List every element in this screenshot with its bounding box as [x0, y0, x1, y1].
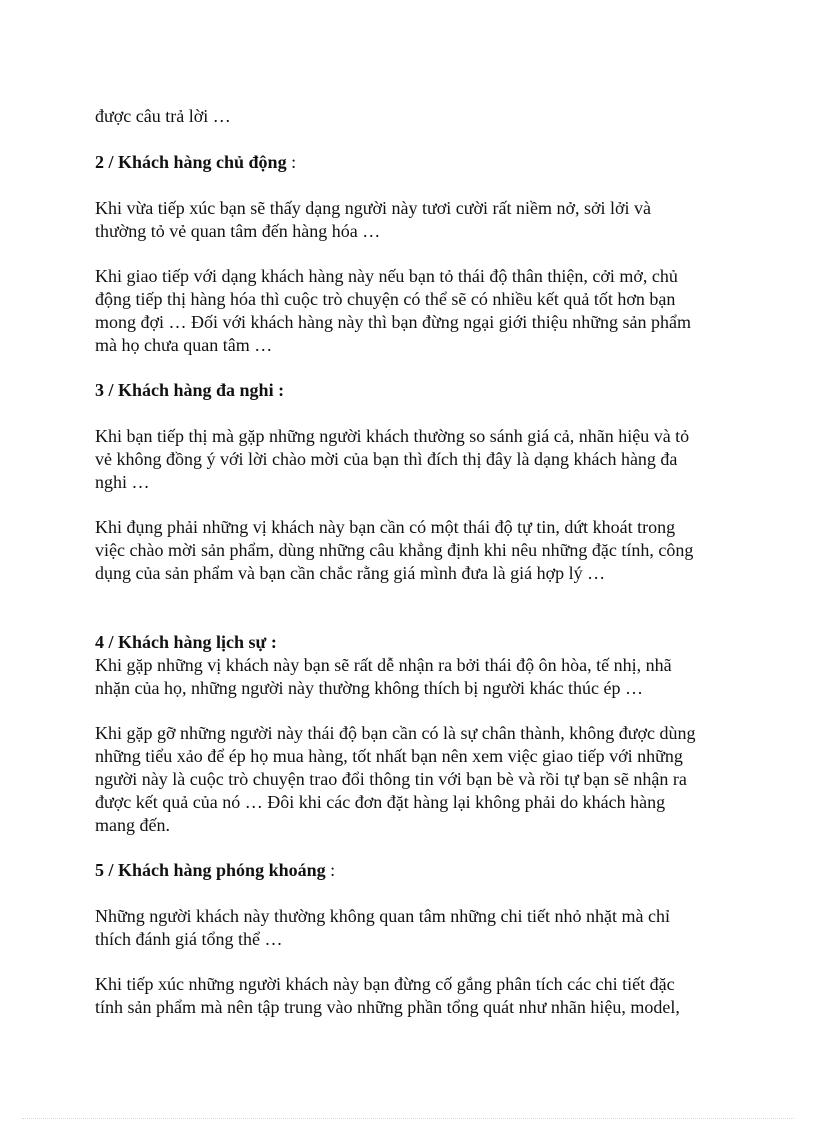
- section-heading-2: [95, 151, 735, 174]
- text-line: được câu trả lời …: [95, 106, 231, 126]
- text-line: người này là cuộc trò chuyện trao đổi thông tin với bạn bè và rồi tự bạn sẽ nhận ra: [95, 769, 687, 789]
- paragraph: [95, 265, 735, 357]
- text-line: được kết quả của nó … Đôi khi các đơn đặt hàng lại không phải do khách hàng: [95, 792, 666, 812]
- text-line: thích đánh giá tổng thể …: [95, 929, 283, 949]
- heading-title: 3 / Khách hàng đa nghi :: [95, 380, 285, 400]
- text-line: Khi giao tiếp với dạng khách hàng này nếu bạn tỏ thái độ thân thiện, cởi mở, chủ: [95, 266, 678, 286]
- paragraph: [95, 425, 735, 494]
- text-line: những tiểu xảo để ép họ mua hàng, tốt nhất bạn nên xem việc giao tiếp với những: [95, 746, 683, 766]
- paragraph: [95, 516, 735, 585]
- text-line: việc chào mời sản phẩm, dùng những câu khẳng định khi nêu những đặc tính, công: [95, 540, 694, 560]
- text-line: thường tỏ vẻ quan tâm đến hàng hóa …: [95, 221, 381, 241]
- text-line: Khi vừa tiếp xúc bạn sẽ thấy dạng người này tươi cười rất niềm nở, sởi lởi và: [95, 198, 652, 218]
- heading-title: 2 / Khách hàng chủ động: [95, 152, 287, 172]
- text-line: Khi gặp gỡ những người này thái độ bạn cần có là sự chân thành, không được dùng: [95, 723, 696, 743]
- paragraph: [95, 654, 735, 700]
- heading-title: 5 / Khách hàng phóng khoáng: [95, 860, 326, 880]
- text-line: dụng của sản phẩm và bạn cần chắc rằng giá mình đưa là giá hợp lý …: [95, 563, 606, 583]
- text-line: Khi tiếp xúc những người khách này bạn đừng cố gắng phân tích các chi tiết đặc: [95, 974, 675, 994]
- text-line: nhặn của họ, những người này thường không thích bị người khác thúc ép …: [95, 678, 643, 698]
- section-heading-3: [95, 379, 735, 402]
- text-line: nghi …: [95, 472, 150, 492]
- text-line: mong đợi … Đối với khách hàng này thì bạn đừng ngại giới thiệu những sản phẩm: [95, 312, 691, 332]
- section-heading-5: [95, 859, 735, 882]
- paragraph-continuation: [95, 105, 735, 128]
- paragraph: [95, 973, 735, 1019]
- text-line: vẻ không đồng ý với lời chào mời của bạn thì đích thị đây là dạng khách hàng đa: [95, 449, 678, 469]
- heading-suffix: :: [286, 152, 297, 172]
- paragraph: [95, 905, 735, 951]
- text-line: động tiếp thị hàng hóa thì cuộc trò chuyện có thể sẽ có nhiều kết quả tốt hơn bạn: [95, 289, 676, 309]
- text-line: mà họ chưa quan tâm …: [95, 335, 273, 355]
- paragraph: [95, 197, 735, 243]
- text-line: tính sản phẩm mà nên tập trung vào những phần tổng quát như nhãn hiệu, model,: [95, 997, 680, 1017]
- section-heading-4: [95, 631, 735, 654]
- text-line: Khi bạn tiếp thị mà gặp những người khách thường so sánh giá cả, nhãn hiệu và tỏ: [95, 426, 690, 446]
- paragraph: [95, 722, 735, 837]
- heading-title: 4 / Khách hàng lịch sự :: [95, 632, 277, 652]
- text-line: Những người khách này thường không quan tâm những chi tiết nhỏ nhặt mà chỉ: [95, 906, 670, 926]
- text-line: mang đến.: [95, 815, 170, 835]
- heading-suffix: :: [325, 860, 336, 880]
- page-bottom-divider: [22, 1118, 794, 1119]
- text-line: Khi gặp những vị khách này bạn sẽ rất dễ nhận ra bởi thái độ ôn hòa, tế nhị, nhã: [95, 655, 672, 675]
- text-line: Khi đụng phải những vị khách này bạn cần có một thái độ tự tin, dứt khoát trong: [95, 517, 676, 537]
